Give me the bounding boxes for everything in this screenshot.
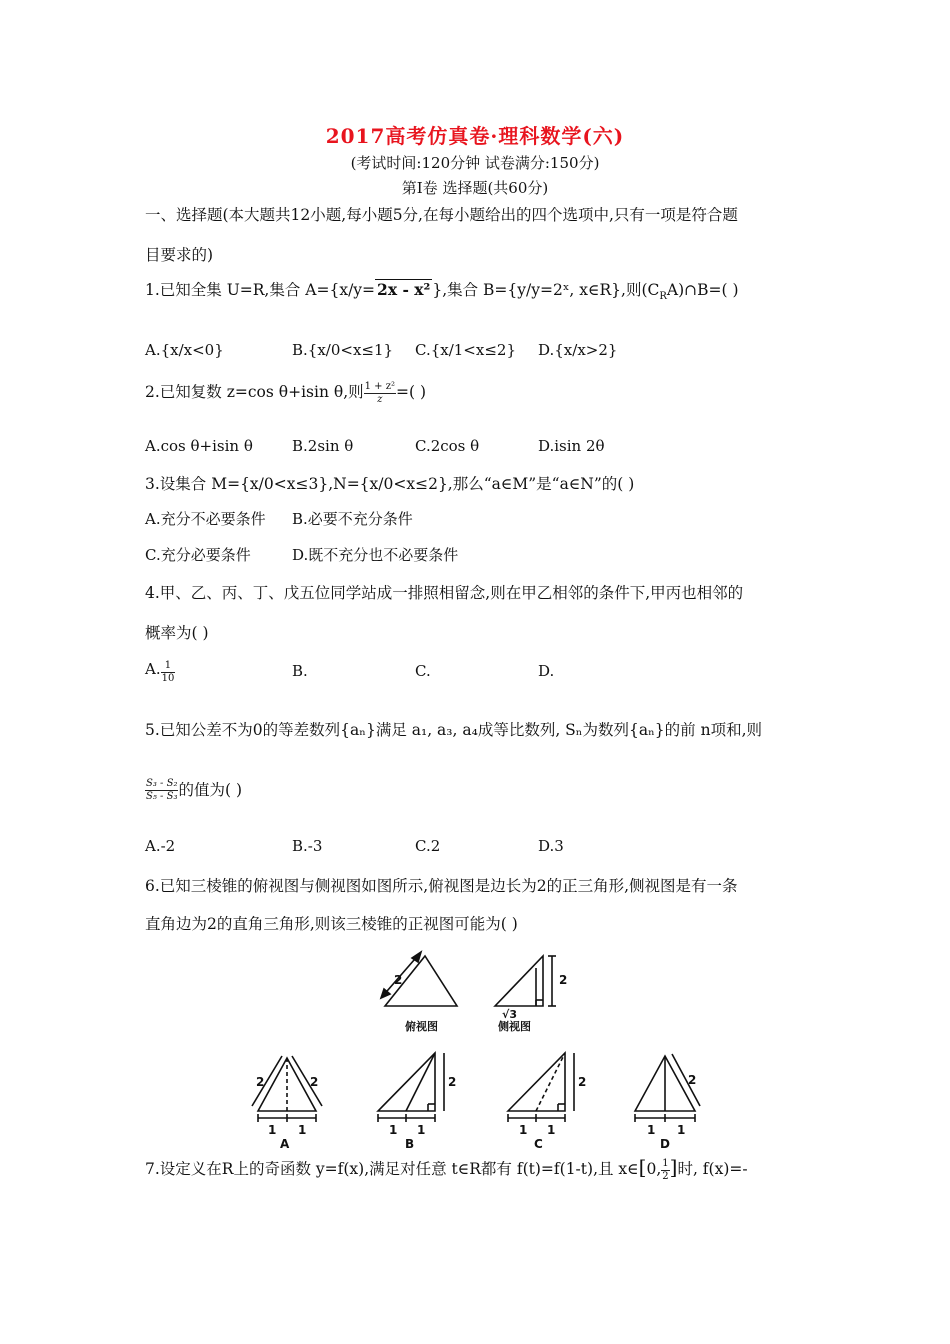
q7-stem-a: 7.设定义在R上的奇函数 y=f(x),满足对任意 t∈R都有 f(t)=f(1-t),且 x∈ — [145, 1160, 639, 1178]
q1-stem-a: 1.已知全集 U=R,集合 A={x/y= — [145, 281, 376, 299]
q4-option-d[interactable]: D. — [538, 662, 555, 680]
choice-a-dim-left: 2 — [256, 1075, 265, 1089]
side-view-dim-height: 2 — [559, 973, 568, 987]
choice-b-drawing — [378, 1053, 444, 1122]
part-heading: 第Ⅰ卷 选择题(共60分) — [401, 179, 549, 197]
q2-stem-b: =( ) — [396, 383, 427, 401]
q2-fraction — [364, 381, 396, 406]
q6-figure — [240, 948, 710, 1148]
q5-frac-den: S₅ - S₃ — [146, 791, 178, 802]
q2-frac-num: 1 + z² — [364, 380, 396, 392]
q1-sub-r: R — [659, 291, 667, 303]
q5-frac-num: S₃ - S₂ — [146, 778, 178, 789]
question-1-stem — [145, 278, 739, 302]
q5-option-d[interactable]: D.3 — [538, 837, 564, 855]
choice-a-dim-1-right: 1 — [298, 1123, 307, 1137]
side-view-label: 侧视图 — [498, 1020, 531, 1033]
q1-sqrt-expr: 2x - x² — [377, 280, 431, 299]
q7-interval-left: 0, — [646, 1160, 662, 1178]
choice-d-dim-1-left: 1 — [647, 1123, 656, 1137]
top-view-dim: 2 — [394, 973, 403, 987]
q3-option-c[interactable]: C.充分必要条件 — [145, 546, 251, 564]
q5-option-b[interactable]: B.-3 — [292, 837, 323, 855]
choice-d-dim-1-right: 1 — [677, 1123, 686, 1137]
section-instruction-line2: 目要求的) — [145, 246, 214, 264]
q3-option-a[interactable]: A.充分不必要条件 — [145, 510, 266, 528]
choice-a-dim-right: 2 — [310, 1075, 319, 1089]
q2-option-c[interactable]: C.2cos θ — [415, 437, 480, 455]
q4-option-a-fraction — [161, 660, 176, 685]
q2-option-b[interactable]: B.2sin θ — [292, 437, 354, 455]
q3-option-d[interactable]: D.既不充分也不必要条件 — [292, 546, 459, 564]
q4-frac-den: 10 — [161, 673, 175, 684]
top-view-drawing — [381, 952, 457, 1006]
q1-option-a[interactable]: A.{x/x<0} — [145, 341, 224, 359]
question-5-line2 — [145, 778, 242, 803]
choice-d-drawing — [635, 1054, 700, 1122]
choice-c-dim-1-left: 1 — [519, 1123, 528, 1137]
q3-option-b[interactable]: B.必要不充分条件 — [292, 510, 413, 528]
exam-title: 2017高考仿真卷·理科数学(六) — [325, 124, 625, 148]
side-view-drawing — [495, 956, 556, 1006]
q5-fraction — [145, 778, 178, 803]
q1-stem-b: },集合 B={y/y=2ˣ, x∈R},则(C — [432, 281, 660, 299]
q7-frac-num: 1 — [662, 1157, 669, 1169]
q7-bracket-open: [ — [638, 1155, 647, 1179]
q5-stem-tail: 的值为( ) — [178, 781, 242, 799]
question-4-line1: 4.甲、乙、丙、丁、戊五位同学站成一排照相留念,则在甲乙相邻的条件下,甲丙也相邻的 — [145, 584, 744, 602]
choice-a-dim-1-left: 1 — [268, 1123, 277, 1137]
question-7-stem — [145, 1155, 748, 1183]
q5-option-a[interactable]: A.-2 — [145, 837, 176, 855]
q2-stem-a: 2.已知复数 z=cos θ+isin θ,则 — [145, 383, 364, 401]
q4-option-a[interactable] — [145, 660, 175, 685]
choice-b-label: B — [405, 1137, 415, 1148]
choice-a-label: A — [280, 1137, 290, 1148]
q1-option-d[interactable]: D.{x/x>2} — [538, 341, 618, 359]
q7-fraction — [661, 1158, 669, 1183]
choice-b-dim-1-right: 1 — [417, 1123, 426, 1137]
q7-bracket-close: ] — [669, 1155, 678, 1179]
choice-d-dim-slant: 2 — [688, 1073, 697, 1087]
q5-option-c[interactable]: C.2 — [415, 837, 441, 855]
choice-c-dim-1-right: 1 — [547, 1123, 556, 1137]
question-2-stem — [145, 380, 426, 406]
section-instruction-line1: 一、选择题(本大题共12小题,每小题5分,在每小题给出的四个选项中,只有一项是符合题 — [145, 206, 738, 224]
q1-option-c[interactable]: C.{x/1<x≤2} — [415, 341, 516, 359]
question-6-line2: 直角边为2的直角三角形,则该三棱锥的正视图可能为( ) — [145, 915, 518, 933]
choice-c-drawing — [508, 1053, 574, 1122]
question-5-line1: 5.已知公差不为0的等差数列{aₙ}满足 a₁, a₃, a₄成等比数列, Sₙ为数列{aₙ}的前 n项和,则 — [145, 721, 763, 739]
q7-stem-b: 时, f(x)=- — [677, 1160, 748, 1178]
choice-c-dim-height: 2 — [578, 1075, 587, 1089]
question-3-stem: 3.设集合 M={x/0<x≤3},N={x/0<x≤2},那么“a∈M”是“a∈N”的( ) — [145, 475, 635, 493]
q2-frac-den: z — [377, 393, 383, 405]
top-view-label: 俯视图 — [405, 1020, 438, 1033]
q2-option-a[interactable]: A.cos θ+isin θ — [145, 437, 253, 455]
choice-a-drawing — [252, 1056, 322, 1122]
choice-b-dim-1-left: 1 — [389, 1123, 398, 1137]
q4-option-c[interactable]: C. — [415, 662, 431, 680]
q7-frac-den: 2 — [662, 1170, 669, 1182]
q4-option-a-label: A. — [145, 660, 161, 678]
choice-b-dim-height: 2 — [448, 1075, 457, 1089]
side-view-dim-base: √3 — [502, 1008, 517, 1021]
question-6-line1: 6.已知三棱锥的俯视图与侧视图如图所示,俯视图是边长为2的正三角形,侧视图是有一条 — [145, 877, 738, 895]
choice-c-label: C — [534, 1137, 543, 1148]
exam-subtitle: (考试时间:120分钟 试卷满分:150分) — [350, 154, 600, 172]
q4-frac-num: 1 — [161, 660, 176, 673]
q1-option-b[interactable]: B.{x/0<x≤1} — [292, 341, 394, 359]
q2-option-d[interactable]: D.isin 2θ — [538, 437, 605, 455]
question-4-line2: 概率为( ) — [145, 624, 209, 642]
q1-stem-c: A)∩B=( ) — [666, 281, 739, 299]
choice-d-label: D — [660, 1137, 670, 1148]
q4-option-b[interactable]: B. — [292, 662, 308, 680]
